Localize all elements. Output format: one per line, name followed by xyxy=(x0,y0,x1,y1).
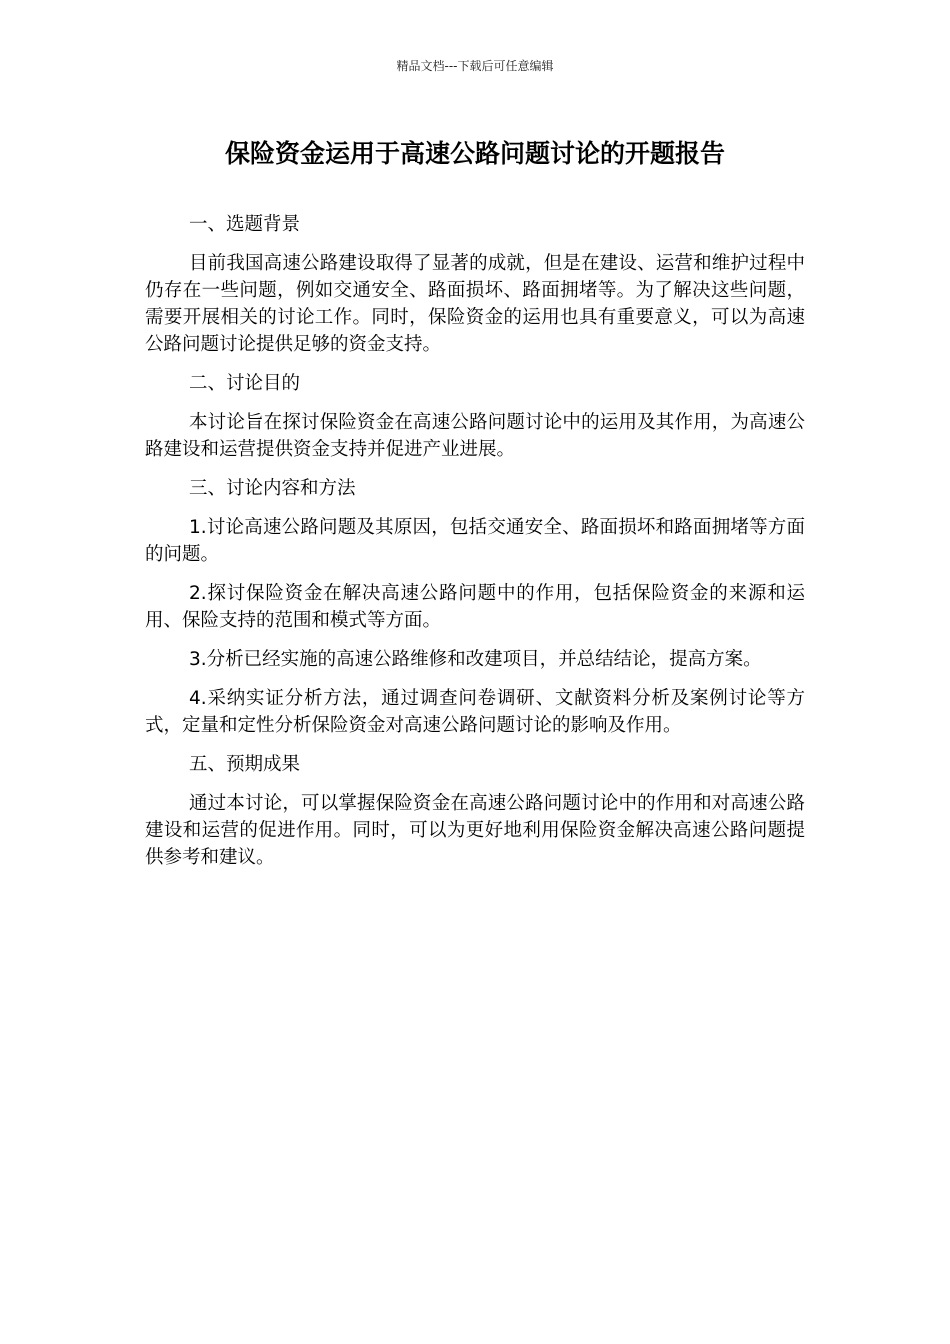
purpose-paragraph: 本讨论旨在探讨保险资金在高速公路问题讨论中的运用及其作用，为高速公路建设和运营提供资金支持并促进产业进展。 xyxy=(145,412,805,460)
document-body xyxy=(145,211,805,883)
page-header-watermark: 精品文档---下载后可任意编辑 xyxy=(396,59,554,73)
results-paragraph: 通过本讨论，可以掌握保险资金在高速公路问题讨论中的作用和对高速公路建设和运营的促进作用。同时，可以为更好地利用保险资金解决高速公路问题提供参考和建议。 xyxy=(145,793,805,868)
section-heading-results: 五、预期成果 xyxy=(189,754,301,775)
section-heading-content: 三、讨论内容和方法 xyxy=(189,478,356,499)
content-item-2: 2.探讨保险资金在解决高速公路问题中的作用，包括保险资金的来源和运用、保险支持的范围和模式等方面。 xyxy=(145,583,805,631)
section-heading-background: 一、选题背景 xyxy=(189,214,301,235)
section-heading-purpose: 二、讨论目的 xyxy=(189,373,301,394)
content-item-3: 3.分析已经实施的高速公路维修和改建项目，并总结结论，提高方案。 xyxy=(189,649,762,670)
document-title: 保险资金运用于高速公路问题讨论的开题报告 xyxy=(224,139,725,168)
background-paragraph: 目前我国高速公路建设取得了显著的成就，但是在建设、运营和维护过程中仍存在一些问题，例如交通安全、路面损坏、路面拥堵等。为了解决这些问题，需要开展相关的讨论工作。同时，保险资金的运用也具有重要意义，可以为高速公路问题讨论提供足够的资金支持。 xyxy=(145,253,805,355)
content-item-4: 4.采纳实证分析方法，通过调查问卷调研、文献资料分析及案例讨论等方式，定量和定性分析保险资金对高速公路问题讨论的影响及作用。 xyxy=(145,688,805,736)
content-item-1: 1.讨论高速公路问题及其原因，包括交通安全、路面损坏和路面拥堵等方面的问题。 xyxy=(145,517,805,565)
